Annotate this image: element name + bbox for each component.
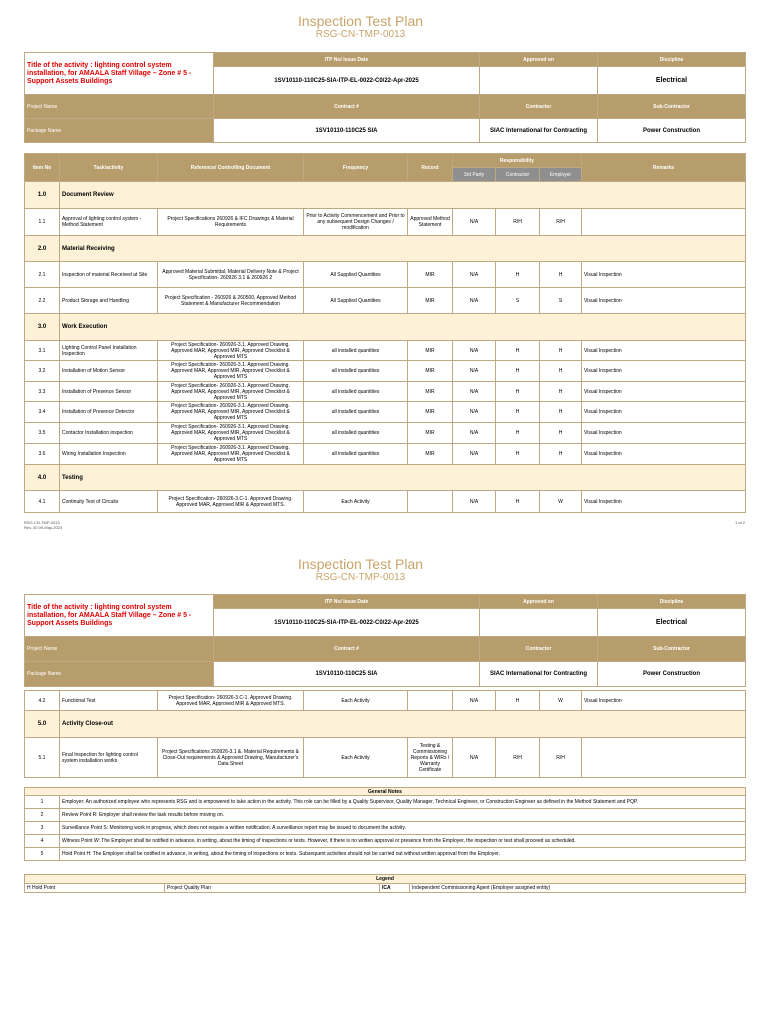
- discipline-label: Discipline: [598, 53, 746, 67]
- note-text: Employer: An authorized employee who represents RSG and is empowered to take action in the activity. This role can be filled by a Quality Supervisor, Quality Manager, Technical Engineer, or Construction Engineer as defined in the Method Statement and PQP.: [60, 796, 746, 809]
- frequency: all installed quantities: [304, 341, 408, 361]
- record: MIR: [408, 402, 453, 423]
- table-row: [25, 262, 746, 288]
- document-code: RSG-CN-TMP-0013: [315, 29, 406, 40]
- section-number: 5.0: [25, 711, 60, 738]
- page2-header: [24, 594, 745, 687]
- frequency: all installed quantities: [304, 444, 408, 465]
- task-activity: Final Inspection for lighting control system installation works: [60, 738, 158, 778]
- general-notes-title: General Notes: [25, 788, 746, 796]
- approved-value: [480, 67, 598, 95]
- itp-table-page1: [24, 153, 746, 513]
- frequency: Prior to Activity Commencement and Prior to any subsequent Design Changes / modification: [304, 209, 408, 236]
- contractor-resp: H: [496, 262, 540, 288]
- page1-footer-left: [24, 520, 62, 530]
- table-row: [25, 423, 746, 444]
- page2-itp-table-wrap: [24, 690, 745, 778]
- general-notes-table: [24, 787, 746, 861]
- col-frequency: Frequency: [304, 154, 408, 182]
- record: [408, 691, 453, 711]
- legend-table: [24, 874, 746, 893]
- item-number: 2.1: [25, 262, 60, 288]
- remarks: Visual Inspection: [582, 262, 746, 288]
- reference-document: Approved Material Submittal, Material Delivery Note & Project Specification- 260926 3.1 & 260926 2: [158, 262, 304, 288]
- note-text: Review Point R: Employer shall review the task results before moving on.: [60, 809, 746, 822]
- legend-pqp: Project Quality Plan: [165, 884, 380, 893]
- employer-resp: R/H: [540, 738, 582, 778]
- package-name-label: Package Name: [25, 119, 214, 143]
- employer-resp: H: [540, 341, 582, 361]
- contractor-value: SIAC International for Contracting: [480, 119, 598, 143]
- document-title: Inspection Test Plan: [297, 556, 424, 572]
- note-row: [25, 848, 746, 861]
- reference-document: Project Specification- 260926-3.1. Approved Drawing. Approved MAR, Approved MIR, Approved Checklist & Approved MTS: [158, 444, 304, 465]
- third-party-resp: N/A: [453, 382, 496, 402]
- contractor-resp: H: [496, 341, 540, 361]
- section-label: Work Execution: [60, 314, 746, 341]
- legend-ica: ICA: [380, 884, 410, 893]
- col-third-party: 3rd Party: [453, 168, 496, 182]
- third-party-resp: N/A: [453, 288, 496, 314]
- reference-document: Project Specification- 260926-3.C-1. Approved Drawing. Approved MAR, Approved MIR & Approved MTS.: [158, 491, 304, 513]
- document-title: Inspection Test Plan: [297, 13, 424, 29]
- approved-value: [480, 609, 598, 637]
- reference-document: Project Specifications 260926-3.1 &. Material Requirements & Close-Out requirements & Approved Drawing, Manufacturer's Data Sheet: [158, 738, 304, 778]
- itp-label: ITP No/ Issue Date: [214, 53, 480, 67]
- section-number: 3.0: [25, 314, 60, 341]
- frequency: Each Activity: [304, 691, 408, 711]
- contractor-resp: H: [496, 423, 540, 444]
- itp-table-page2: [24, 690, 746, 778]
- record: MIR: [408, 262, 453, 288]
- reference-document: Project Specification- 260926-3.1. Approved Drawing. Approved MAR, Approved MIR, Approved Checklist & Approved MTS: [158, 341, 304, 361]
- page2-title-block: [0, 556, 721, 584]
- item-number: 5.1: [25, 738, 60, 778]
- employer-resp: W: [540, 691, 582, 711]
- page1-header: [24, 52, 745, 143]
- contract-label: Contract #: [214, 95, 480, 119]
- col-employer: Employer: [540, 168, 582, 182]
- employer-resp: H: [540, 402, 582, 423]
- contractor-resp: S: [496, 288, 540, 314]
- section-number: 2.0: [25, 236, 60, 262]
- item-number: 3.6: [25, 444, 60, 465]
- item-number: 3.1: [25, 341, 60, 361]
- employer-resp: W: [540, 491, 582, 513]
- third-party-resp: N/A: [453, 402, 496, 423]
- table-row: [25, 341, 746, 361]
- section-label: Material Receiving: [60, 236, 746, 262]
- col-remarks: Remarks: [582, 154, 746, 182]
- discipline-label: Discipline: [598, 595, 746, 609]
- note-row: [25, 822, 746, 835]
- item-number: 3.3: [25, 382, 60, 402]
- table-row: [25, 691, 746, 711]
- task-activity: Wiring Installation Inspection: [60, 444, 158, 465]
- remarks: Visual Inspection: [582, 691, 746, 711]
- record: Testing & Commissioning Reports & WIRs / Warranty Certificate: [408, 738, 453, 778]
- task-activity: Installation of Presence Sensor: [60, 382, 158, 402]
- project-name-label: Project Name: [25, 637, 214, 662]
- col-reference: Reference/ Controlling Document: [158, 154, 304, 182]
- frequency: All Supplied Quantities: [304, 288, 408, 314]
- contractor-resp: H: [496, 444, 540, 465]
- section-label: Document Review: [60, 182, 746, 209]
- table-row: [25, 444, 746, 465]
- remarks: Visual Inspection: [582, 423, 746, 444]
- footer-doc-code: RSG-CN-TMP-0013: [24, 520, 60, 525]
- note-number: 1: [25, 796, 60, 809]
- remarks: [582, 738, 746, 778]
- employer-resp: H: [540, 444, 582, 465]
- task-activity: Continuity Test of Circuits: [60, 491, 158, 513]
- discipline-value: Electrical: [598, 609, 746, 637]
- third-party-resp: N/A: [453, 423, 496, 444]
- itp-value: 1SV10110-110C25-SIA-ITP-EL-0022-C0/22-Apr-2025: [214, 67, 480, 95]
- third-party-resp: N/A: [453, 262, 496, 288]
- employer-resp: H: [540, 361, 582, 382]
- note-number: 2: [25, 809, 60, 822]
- itp-label: ITP No/ Issue Date: [214, 595, 480, 609]
- subcontractor-value: Power Construction: [598, 662, 746, 687]
- header-table: [24, 52, 746, 143]
- reference-document: Project Specification- 260926-3.1. Approved Drawing. Approved MAR, Approved MIR, Approved Checklist & Approved MTS: [158, 361, 304, 382]
- table-row: [25, 402, 746, 423]
- frequency: all installed quantities: [304, 382, 408, 402]
- note-text: Witness Point W: The Employer shall be notified in advance, in writing, about the timing of inspections or tests. However, if there is no written approval or presence from the Employer, the inspection or test shall proceed as scheduled.: [60, 835, 746, 848]
- frequency: Each Activity: [304, 491, 408, 513]
- itp-value: 1SV10110-110C25-SIA-ITP-EL-0022-C0/22-Apr-2025: [214, 609, 480, 637]
- section-label: Activity Close-out: [60, 711, 746, 738]
- item-number: 4.2: [25, 691, 60, 711]
- record: Approved Method Statement: [408, 209, 453, 236]
- contractor-label: Contractor: [480, 95, 598, 119]
- contractor-resp: H: [496, 402, 540, 423]
- footer-revision: Rev. 00 09-May-2023: [24, 525, 63, 530]
- reference-document: Project Specifications 260926 & IFC Drawings & Material Requirements: [158, 209, 304, 236]
- record: MIR: [408, 423, 453, 444]
- task-activity: Installation of Presence Detector: [60, 402, 158, 423]
- task-activity: Approval of lighting control system - Method Statement: [60, 209, 158, 236]
- page1-itp-table-wrap: [24, 153, 745, 513]
- table-row: [25, 382, 746, 402]
- package-name-label: Package Name: [25, 662, 214, 687]
- legend-title: Legend: [25, 875, 746, 884]
- third-party-resp: N/A: [453, 209, 496, 236]
- page1-footer-page: 1 of 2: [735, 520, 746, 525]
- contractor-resp: H: [496, 691, 540, 711]
- general-notes-section: [24, 787, 745, 861]
- approved-label: Approved on: [480, 53, 598, 67]
- remarks: Visual Inspection: [582, 444, 746, 465]
- item-number: 1.1: [25, 209, 60, 236]
- section-number: 1.0: [25, 182, 60, 209]
- contractor-resp: H: [496, 491, 540, 513]
- third-party-resp: N/A: [453, 738, 496, 778]
- frequency: all installed quantities: [304, 402, 408, 423]
- table-row: [25, 491, 746, 513]
- col-item: Item No: [25, 154, 60, 182]
- employer-resp: H: [540, 423, 582, 444]
- third-party-resp: N/A: [453, 444, 496, 465]
- task-activity: Installation of Motion Sensor: [60, 361, 158, 382]
- item-number: 3.2: [25, 361, 60, 382]
- section-row: [25, 711, 746, 738]
- note-number: 3: [25, 822, 60, 835]
- project-name-label: Project Name: [25, 95, 214, 119]
- item-number: 3.4: [25, 402, 60, 423]
- record: MIR: [408, 341, 453, 361]
- third-party-resp: N/A: [453, 491, 496, 513]
- record: MIR: [408, 444, 453, 465]
- contractor-label: Contractor: [480, 637, 598, 662]
- frequency: All Supplied Quantities: [304, 262, 408, 288]
- reference-document: Project Specification - 260926 & 260500, Approved Method Statement & Manufacturer Recommendation: [158, 288, 304, 314]
- col-record: Record: [408, 154, 453, 182]
- document-code: RSG-CN-TMP-0013: [315, 572, 406, 583]
- section-row: [25, 465, 746, 491]
- legend-ica-desc: Independent Commissioning Agent (Employer assigned entity): [410, 884, 746, 893]
- col-task: Task/activity: [60, 154, 158, 182]
- employer-resp: H: [540, 382, 582, 402]
- item-number: 4.1: [25, 491, 60, 513]
- remarks: Visual Inspection: [582, 361, 746, 382]
- task-activity: Lighting Control Panel Installation Inspection: [60, 341, 158, 361]
- reference-document: Project Specification- 260926-3.1. Approved Drawing. Approved MAR, Approved MIR, Approved Checklist & Approved MTS: [158, 402, 304, 423]
- frequency: all installed quantities: [304, 361, 408, 382]
- subcontractor-label: Sub-Contractor: [598, 95, 746, 119]
- record: MIR: [408, 382, 453, 402]
- contract-value: 1SV10110-110C25 SIA: [214, 662, 480, 687]
- remarks: [582, 209, 746, 236]
- task-activity: Product Storage and Handling: [60, 288, 158, 314]
- legend-section: [24, 874, 745, 893]
- table-row: [25, 209, 746, 236]
- contractor-resp: R/H: [496, 738, 540, 778]
- reference-document: Project Specification- 260926-3.1. Approved Drawing. Approved MAR, Approved MIR, Approved Checklist & Approved MTS: [158, 382, 304, 402]
- employer-resp: H: [540, 262, 582, 288]
- table-row: [25, 288, 746, 314]
- page1-title-block: [0, 13, 721, 41]
- legend-hold-point: H Hold Point: [25, 884, 165, 893]
- table-row: [25, 361, 746, 382]
- note-text: Hold Point H: The Employer shall be notified in advance, in writing, about the timing of inspections or tests. Subsequent activities should not be carried out without written approval from the Employer.: [60, 848, 746, 861]
- reference-document: Project Specification- 260926-3.C-1. Approved Drawing. Approved MAR, Approved MIR & Approved MTS.: [158, 691, 304, 711]
- subcontractor-value: Power Construction: [598, 119, 746, 143]
- section-label: Testing: [60, 465, 746, 491]
- activity-title: Title of the activity : lighting control system installation, for AMAALA Staff Village – Zone # 5 - Support Assets Buildings: [25, 53, 214, 95]
- note-number: 4: [25, 835, 60, 848]
- employer-resp: S: [540, 288, 582, 314]
- note-number: 5: [25, 848, 60, 861]
- task-activity: Inspection of material Received at Site: [60, 262, 158, 288]
- subcontractor-label: Sub-Contractor: [598, 637, 746, 662]
- header-table: [24, 594, 746, 687]
- record: MIR: [408, 288, 453, 314]
- third-party-resp: N/A: [453, 341, 496, 361]
- activity-title: Title of the activity : lighting control system installation, for AMAALA Staff Village – Zone # 5 - Support Assets Buildings: [25, 595, 214, 637]
- note-text: Surveillance Point S: Monitoring work in progress, which does not require a written notification. A surveillance report may be issued to document the activity.: [60, 822, 746, 835]
- third-party-resp: N/A: [453, 361, 496, 382]
- note-row: [25, 796, 746, 809]
- remarks: Visual Inspection: [582, 402, 746, 423]
- contract-label: Contract #: [214, 637, 480, 662]
- remarks: Visual Inspection: [582, 288, 746, 314]
- reference-document: Project Specification- 260926-3.1. Approved Drawing. Approved MAR, Approved MIR, Approved Checklist & Approved MTS: [158, 423, 304, 444]
- record: MIR: [408, 361, 453, 382]
- section-row: [25, 236, 746, 262]
- approved-label: Approved on: [480, 595, 598, 609]
- frequency: all installed quantities: [304, 423, 408, 444]
- note-row: [25, 809, 746, 822]
- contractor-resp: R/H: [496, 209, 540, 236]
- col-contractor: Contractor: [496, 168, 540, 182]
- remarks: Visual Inspection: [582, 491, 746, 513]
- remarks: Visual Inspection: [582, 382, 746, 402]
- item-number: 3.5: [25, 423, 60, 444]
- frequency: Each Activity: [304, 738, 408, 778]
- third-party-resp: N/A: [453, 691, 496, 711]
- record: [408, 491, 453, 513]
- section-number: 4.0: [25, 465, 60, 491]
- section-row: [25, 314, 746, 341]
- note-row: [25, 835, 746, 848]
- contractor-resp: H: [496, 361, 540, 382]
- task-activity: Functional Test: [60, 691, 158, 711]
- task-activity: Contactor Installation inspection: [60, 423, 158, 444]
- contract-value: 1SV10110-110C25 SIA: [214, 119, 480, 143]
- item-number: 2.2: [25, 288, 60, 314]
- remarks: Visual Inspection: [582, 341, 746, 361]
- contractor-resp: H: [496, 382, 540, 402]
- section-row: [25, 182, 746, 209]
- contractor-value: SIAC International for Contracting: [480, 662, 598, 687]
- table-row: [25, 738, 746, 778]
- col-responsibility: Responsibility: [453, 154, 582, 168]
- discipline-value: Electrical: [598, 67, 746, 95]
- employer-resp: R/H: [540, 209, 582, 236]
